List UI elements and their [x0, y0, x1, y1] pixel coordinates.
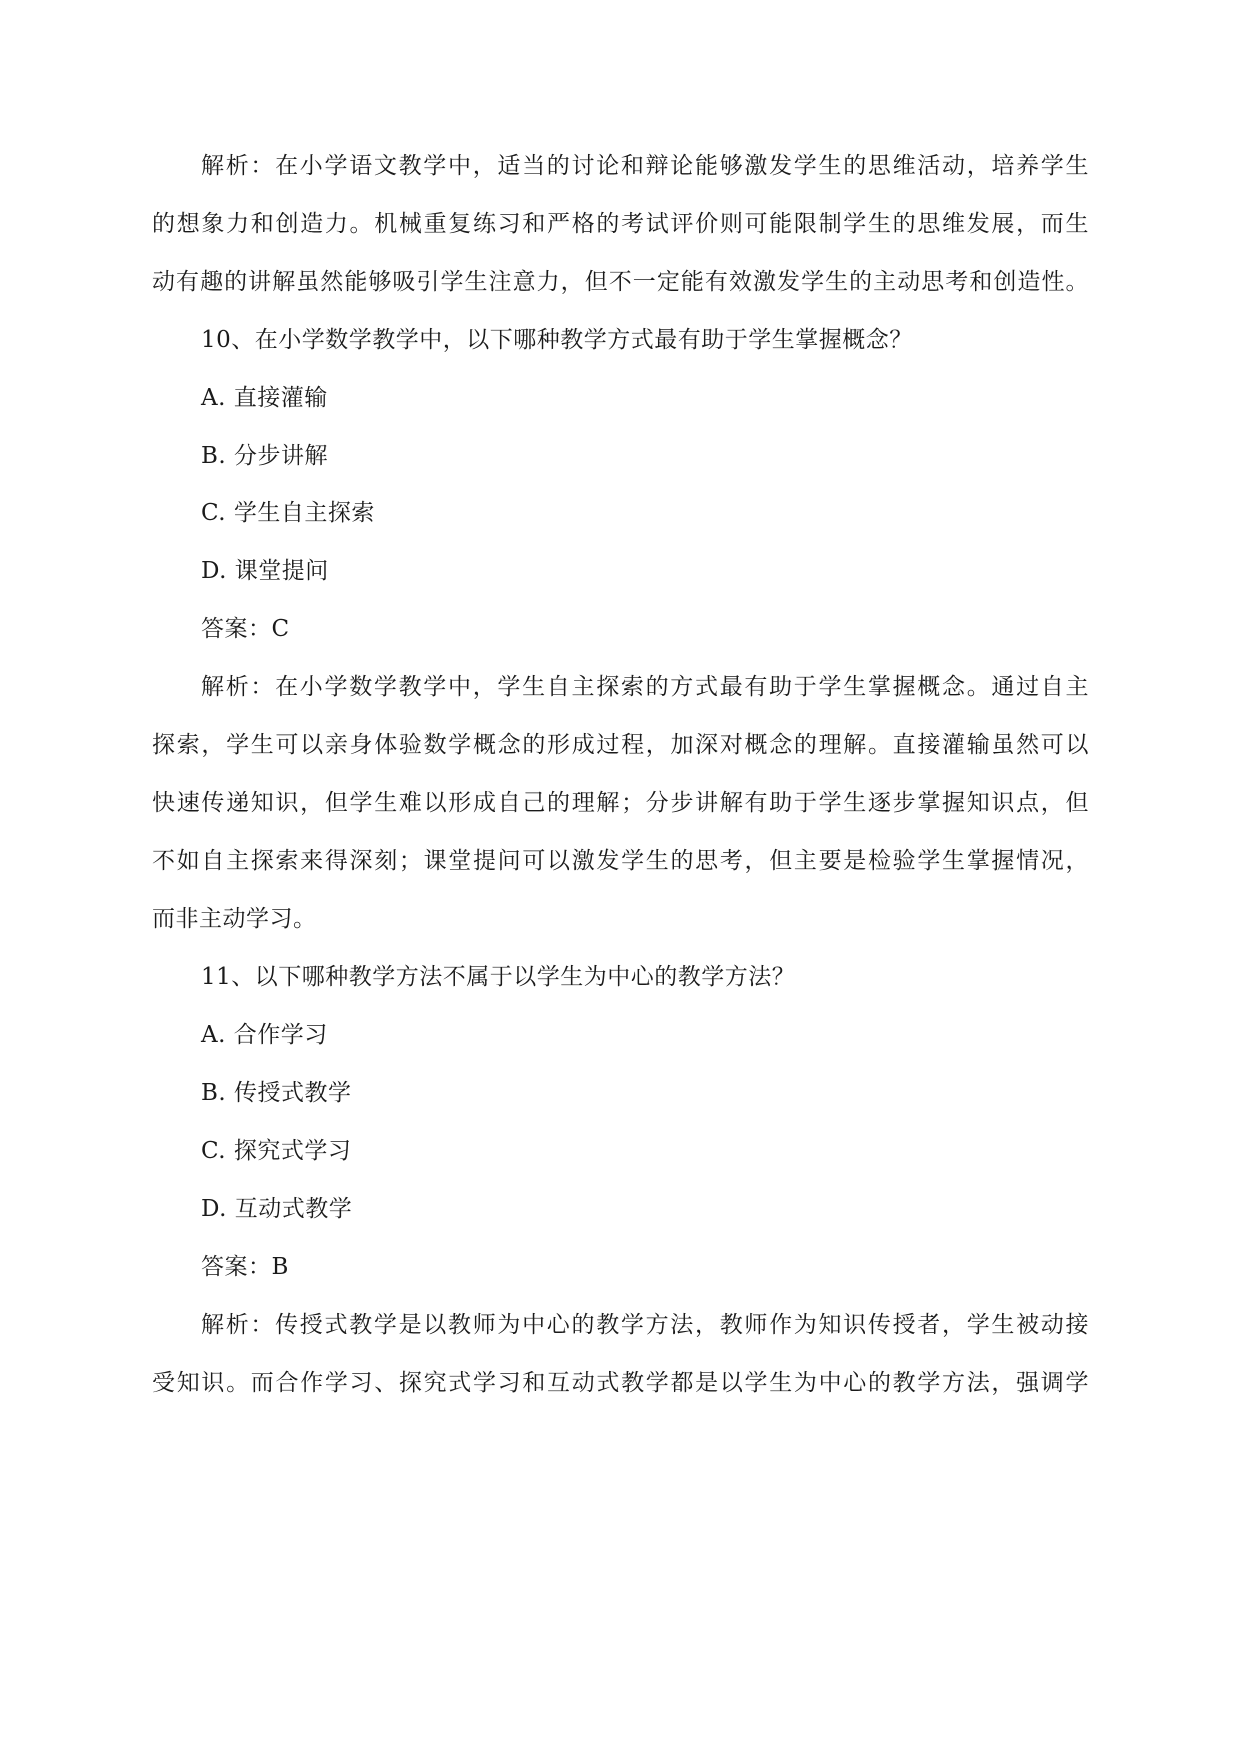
question-11-option-c: C. 探究式学习: [201, 1138, 352, 1164]
question-11-answer: 答案：B: [201, 1254, 289, 1280]
analysis-10-line-5: 而非主动学习。: [152, 906, 317, 932]
analysis-10-line-4: 不如自主探索来得深刻；课堂提问可以激发学生的思考，但主要是检验学生掌握情况，: [152, 848, 1089, 874]
analysis-10-line-1: 解析：在小学数学教学中，学生自主探索的方式最有助于学生掌握概念。通过自主: [201, 674, 1089, 700]
question-11: 11、以下哪种教学方法不属于以学生为中心的教学方法？: [201, 964, 796, 990]
question-11-option-b: B. 传授式教学: [201, 1080, 352, 1106]
question-11-option-a: A. 合作学习: [201, 1022, 328, 1048]
question-10-answer: 答案：C: [201, 616, 290, 642]
analysis-9-line-3: 动有趣的讲解虽然能够吸引学生注意力，但不一定能有效激发学生的主动思考和创造性。: [152, 269, 1089, 295]
analysis-9-line-1: 解析：在小学语文教学中，适当的讨论和辩论能够激发学生的思维活动，培养学生: [201, 153, 1089, 179]
analysis-11-line-1: 解析：传授式教学是以教师为中心的教学方法，教师作为知识传授者，学生被动接: [201, 1312, 1089, 1338]
question-10-option-b: B. 分步讲解: [201, 443, 329, 469]
question-10: 10、在小学数学教学中，以下哪种教学方式最有助于学生掌握概念？: [201, 327, 913, 353]
analysis-10-line-2: 探索，学生可以亲身体验数学概念的形成过程，加深对概念的理解。直接灌输虽然可以: [152, 732, 1089, 758]
question-10-option-d: D. 课堂提问: [201, 558, 329, 584]
question-10-option-a: A. 直接灌输: [201, 385, 328, 411]
analysis-11-line-2: 受知识。而合作学习、探究式学习和互动式教学都是以学生为中心的教学方法，强调学: [152, 1370, 1089, 1396]
question-11-option-d: D. 互动式教学: [201, 1196, 353, 1222]
analysis-9-line-2: 的想象力和创造力。机械重复练习和严格的考试评价则可能限制学生的思维发展，而生: [152, 211, 1089, 237]
analysis-10-line-3: 快速传递知识，但学生难以形成自己的理解；分步讲解有助于学生逐步掌握知识点，但: [152, 790, 1089, 816]
question-10-option-c: C. 学生自主探索: [201, 500, 375, 526]
